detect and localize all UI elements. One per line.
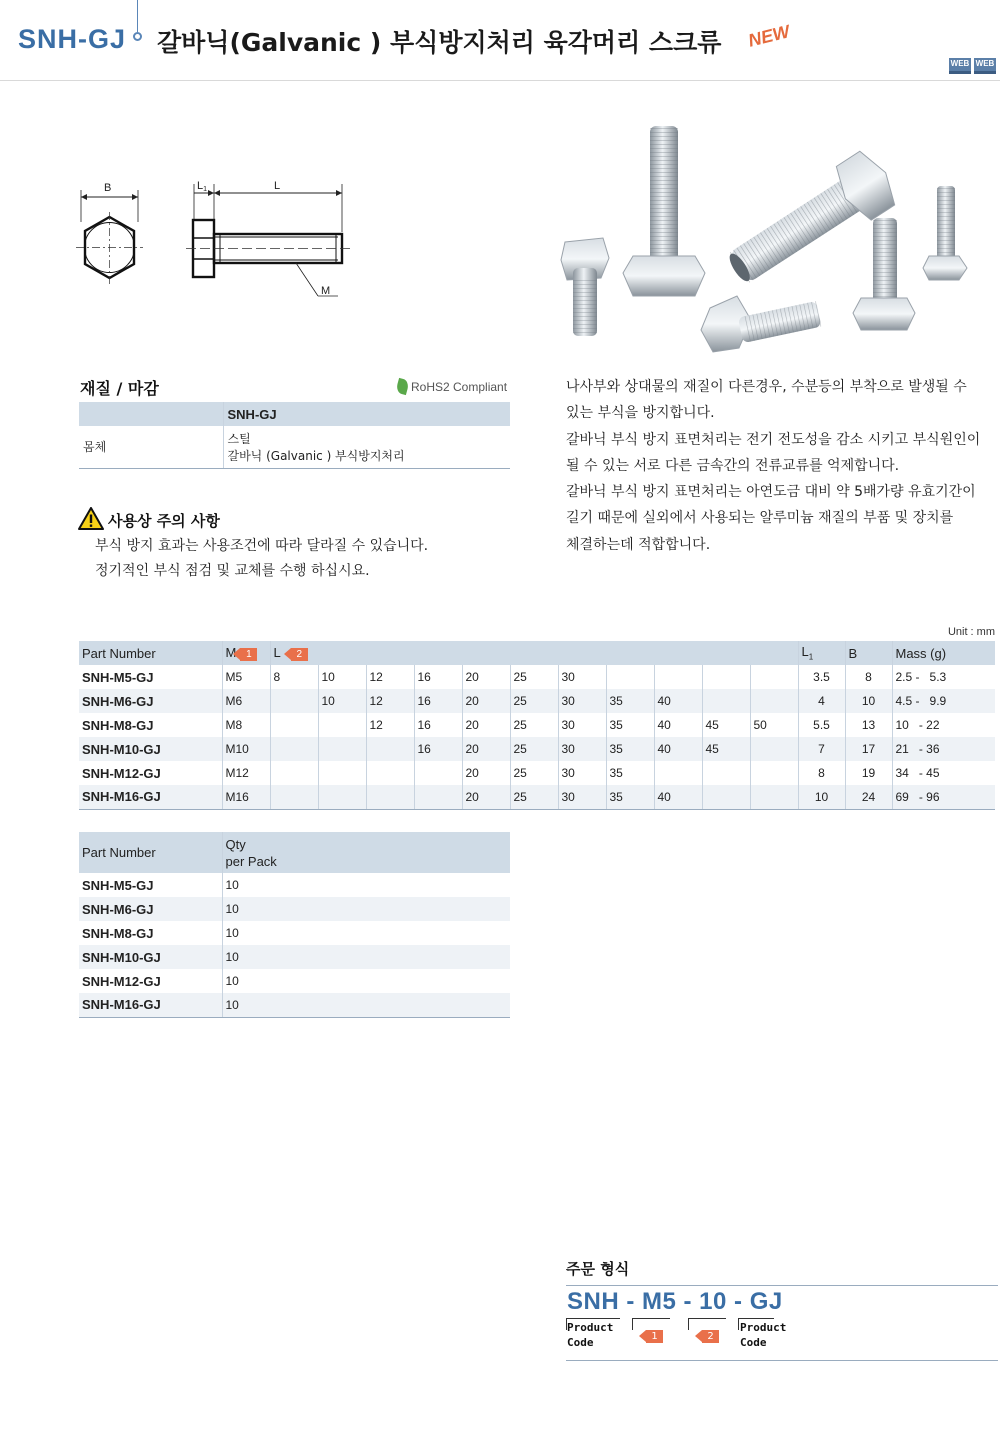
web-badges bbox=[949, 58, 996, 74]
table-row bbox=[79, 897, 510, 921]
table-row bbox=[79, 873, 510, 897]
length-cell: 25 bbox=[510, 761, 558, 785]
length-cell: 25 bbox=[510, 785, 558, 809]
table-row bbox=[79, 785, 995, 809]
qty-header-part: Part Number bbox=[79, 832, 222, 873]
length-cell: 40 bbox=[654, 785, 702, 809]
order-rule bbox=[566, 1285, 998, 1286]
m-cell: M12 bbox=[222, 761, 270, 785]
label-l: L bbox=[274, 180, 281, 192]
qty-cell: 10 bbox=[225, 974, 239, 988]
product-description bbox=[566, 374, 991, 558]
b-cell: 10 bbox=[845, 689, 892, 713]
length-cell bbox=[702, 665, 750, 689]
table-row bbox=[79, 426, 510, 468]
b-cell: 19 bbox=[845, 761, 892, 785]
length-cell bbox=[318, 785, 366, 809]
part-number-cell: SNH-M6-GJ bbox=[79, 897, 222, 921]
mass-cell: 34 - 45 bbox=[895, 766, 940, 780]
spec-table bbox=[79, 641, 995, 810]
b-cell: 8 bbox=[845, 665, 892, 689]
part-number-cell: SNH-M8-GJ bbox=[79, 713, 222, 737]
part-number-cell: SNH-M10-GJ bbox=[79, 737, 222, 761]
m-cell: M10 bbox=[222, 737, 270, 761]
l1-cell: 5.5 bbox=[798, 713, 845, 737]
length-cell: 45 bbox=[702, 713, 750, 737]
order-rule-bottom bbox=[566, 1360, 998, 1361]
legend-line: Product bbox=[567, 1321, 614, 1334]
length-cell: 40 bbox=[654, 689, 702, 713]
length-cell bbox=[366, 761, 414, 785]
material-line: 스틸 bbox=[227, 431, 251, 446]
qty-cell: 10 bbox=[222, 897, 510, 921]
spec-header-part: Part Number bbox=[79, 641, 222, 665]
table-row bbox=[79, 993, 510, 1017]
length-cell bbox=[318, 737, 366, 761]
description-line: 길기 때문에 실외에서 사용되는 알루미늄 재질의 부품 및 장치를 bbox=[566, 510, 954, 527]
warning-icon bbox=[78, 507, 104, 530]
length-cell: 25 bbox=[510, 689, 558, 713]
qty-cell: 10 bbox=[225, 878, 239, 892]
spec-header-m-label: M bbox=[225, 645, 237, 661]
order-format-title: 주문 형식 bbox=[566, 1260, 630, 1278]
part-number-cell: SNH-M10-GJ bbox=[79, 945, 222, 969]
table-row bbox=[79, 737, 995, 761]
length-cell bbox=[702, 689, 750, 713]
header-rule bbox=[0, 80, 1000, 81]
mass-cell: 21 - 36 bbox=[892, 737, 995, 761]
caution-title: 사용상 주의 사항 bbox=[108, 512, 220, 530]
length-cell: 35 bbox=[606, 737, 654, 761]
qty-table bbox=[79, 832, 510, 1018]
mass-cell: 2.5 - 5.3 bbox=[895, 670, 947, 684]
length-cell: 20 bbox=[462, 737, 510, 761]
table-row bbox=[79, 689, 995, 713]
length-cell: 12 bbox=[366, 713, 414, 737]
length-cell bbox=[750, 785, 798, 809]
m-cell: M8 bbox=[222, 713, 270, 737]
length-cell: 25 bbox=[510, 713, 558, 737]
header-divider-dot bbox=[133, 32, 142, 41]
length-cell: 25 bbox=[510, 737, 558, 761]
m-tag-icon: 1 bbox=[240, 648, 257, 661]
part-number-cell: SNH-M8-GJ bbox=[79, 921, 222, 945]
table-row bbox=[79, 713, 995, 737]
product-photo bbox=[555, 108, 990, 358]
b-cell: 13 bbox=[845, 713, 892, 737]
spec-header-m bbox=[222, 641, 270, 665]
mass-cell: 69 - 96 bbox=[892, 785, 995, 809]
length-cell bbox=[270, 713, 318, 737]
length-cell: 35 bbox=[606, 689, 654, 713]
qty-cell: 10 bbox=[225, 926, 239, 940]
legend-tag-2-icon: 2 bbox=[702, 1330, 719, 1343]
length-cell: 10 bbox=[318, 689, 366, 713]
table-row bbox=[79, 969, 510, 993]
m-cell: M5 bbox=[222, 665, 270, 689]
length-cell bbox=[750, 737, 798, 761]
label-b: B bbox=[104, 182, 112, 194]
mass-cell: 10 - 22 bbox=[895, 718, 940, 732]
materials-table bbox=[79, 402, 510, 469]
description-line: 갈바닉 부식 방지 표면처리는 전기 전도성을 감소 시키고 부식원인이 bbox=[566, 431, 981, 448]
length-cell bbox=[270, 785, 318, 809]
m-cell: M6 bbox=[222, 689, 270, 713]
length-cell: 20 bbox=[462, 665, 510, 689]
length-cell: 30 bbox=[558, 665, 606, 689]
qty-header-line: Qty bbox=[225, 836, 246, 852]
length-cell: 35 bbox=[606, 761, 654, 785]
l1-cell: 4 bbox=[798, 689, 845, 713]
length-cell: 20 bbox=[462, 689, 510, 713]
spec-header-l1: $L_1$ bbox=[798, 641, 845, 665]
materials-row-label: 몸체 bbox=[79, 426, 223, 468]
l-tag-icon: 2 bbox=[291, 648, 308, 661]
legend-line: Code bbox=[567, 1336, 594, 1349]
materials-header-code: SNH-GJ bbox=[223, 402, 510, 426]
materials-title: 재질 / 마감 bbox=[80, 379, 159, 398]
length-cell: 20 bbox=[462, 785, 510, 809]
length-cell: 16 bbox=[414, 689, 462, 713]
page-title: 갈바닉(Galvanic ) 부식방지처리 육각머리 스크류 bbox=[157, 28, 722, 57]
qty-header-line: per Pack bbox=[225, 853, 277, 869]
rohs-badge bbox=[397, 379, 507, 394]
length-cell: 16 bbox=[414, 737, 462, 761]
part-number-cell: SNH-M6-GJ bbox=[79, 689, 222, 713]
l1-cell: 3.5 bbox=[798, 665, 845, 689]
materials-header-blank bbox=[79, 402, 223, 426]
length-cell: 35 bbox=[606, 785, 654, 809]
legend-line: Code bbox=[740, 1336, 767, 1349]
caution-line: 부식 방지 효과는 사용조건에 따라 달라질 수 있습니다. bbox=[95, 538, 429, 554]
length-cell bbox=[270, 761, 318, 785]
product-code-title: SNH-GJ bbox=[18, 24, 127, 54]
legend-bracket bbox=[688, 1318, 726, 1330]
finish-line: 갈바닉 (Galvanic ) 부식방지처리 bbox=[227, 448, 405, 463]
length-cell: 12 bbox=[366, 665, 414, 689]
length-cell bbox=[702, 761, 750, 785]
l1-cell: 10 bbox=[798, 785, 845, 809]
table-row bbox=[79, 665, 995, 689]
technical-drawing bbox=[70, 172, 360, 307]
description-line: 있는 부식을 방지합니다. bbox=[566, 405, 715, 422]
label-m: M bbox=[321, 285, 331, 297]
length-cell: 50 bbox=[750, 713, 798, 737]
length-cell: 16 bbox=[414, 665, 462, 689]
new-badge: NEW bbox=[746, 21, 792, 51]
legend-tag-1-icon: 1 bbox=[646, 1330, 663, 1343]
length-cell bbox=[270, 689, 318, 713]
length-cell bbox=[366, 785, 414, 809]
length-cell bbox=[366, 737, 414, 761]
label-l1: L1 bbox=[197, 180, 208, 193]
table-row bbox=[79, 921, 510, 945]
legend-line: Product bbox=[740, 1321, 787, 1334]
part-number-cell: SNH-M5-GJ bbox=[79, 873, 222, 897]
description-line: 갈바닉 부식 방지 표면처리는 아연도금 대비 약 5배가량 유효기간이 bbox=[566, 484, 976, 501]
part-number-cell: SNH-M16-GJ bbox=[79, 993, 222, 1017]
length-cell: 35 bbox=[606, 713, 654, 737]
rohs-label: RoHS2 Compliant bbox=[411, 379, 508, 394]
length-cell bbox=[750, 761, 798, 785]
description-line: 나사부와 상대물의 재질이 다른경우, 수분등의 부착으로 발생될 수 bbox=[566, 379, 967, 395]
length-cell bbox=[414, 785, 462, 809]
leaf-icon bbox=[395, 378, 410, 395]
materials-row-value bbox=[223, 426, 510, 468]
length-cell: 30 bbox=[558, 761, 606, 785]
unit-label: Unit : mm bbox=[947, 626, 995, 638]
length-cell bbox=[654, 761, 702, 785]
length-cell: 40 bbox=[654, 713, 702, 737]
m-cell: M16 bbox=[222, 785, 270, 809]
length-cell bbox=[606, 665, 654, 689]
spec-header-b: B bbox=[845, 641, 892, 665]
b-cell: 17 bbox=[845, 737, 892, 761]
l1-cell: 7 bbox=[798, 737, 845, 761]
qty-cell: 10 bbox=[222, 993, 510, 1017]
table-row bbox=[79, 761, 995, 785]
length-cell: 20 bbox=[462, 761, 510, 785]
b-cell: 24 bbox=[845, 785, 892, 809]
part-number-cell: SNH-M12-GJ bbox=[79, 761, 222, 785]
part-number-cell: SNH-M5-GJ bbox=[79, 665, 222, 689]
header-divider-line bbox=[137, 0, 138, 32]
length-cell bbox=[318, 761, 366, 785]
legend-product-code-2 bbox=[740, 1320, 786, 1350]
spec-header-mass: Mass (g) bbox=[892, 641, 995, 665]
length-cell bbox=[654, 665, 702, 689]
legend-bracket bbox=[632, 1318, 670, 1330]
description-line: 될 수 있는 서로 다른 금속간의 전류교류를 억제합니다. bbox=[566, 457, 900, 474]
web-badge[interactable]: WEB bbox=[974, 58, 996, 74]
length-cell: 8 bbox=[270, 665, 318, 689]
qty-cell: 10 bbox=[222, 945, 510, 969]
web-badge[interactable]: WEB bbox=[949, 58, 971, 74]
caution-text bbox=[95, 534, 428, 584]
spec-header-l bbox=[270, 641, 798, 665]
qty-header-qty bbox=[222, 832, 510, 873]
length-cell bbox=[702, 785, 750, 809]
table-row bbox=[79, 945, 510, 969]
part-number-cell: SNH-M12-GJ bbox=[79, 969, 222, 993]
length-cell: 12 bbox=[366, 689, 414, 713]
caution-line: 정기적인 부식 점검 및 교체를 수행 하십시요. bbox=[95, 563, 370, 579]
legend-product-code-1 bbox=[567, 1320, 613, 1350]
length-cell bbox=[750, 665, 798, 689]
length-cell: 20 bbox=[462, 713, 510, 737]
order-code-example: SNH - M5 - 10 - GJ bbox=[567, 1288, 783, 1315]
description-line: 체결하는데 적합합니다. bbox=[566, 536, 711, 553]
mass-cell: 4.5 - 9.9 bbox=[892, 689, 995, 713]
length-cell: 30 bbox=[558, 785, 606, 809]
length-cell bbox=[414, 761, 462, 785]
length-cell bbox=[270, 737, 318, 761]
length-cell bbox=[318, 713, 366, 737]
l1-cell: 8 bbox=[798, 761, 845, 785]
length-cell: 25 bbox=[510, 665, 558, 689]
length-cell: 40 bbox=[654, 737, 702, 761]
spec-header-l-label: L bbox=[273, 645, 281, 661]
length-cell: 30 bbox=[558, 737, 606, 761]
length-cell: 30 bbox=[558, 713, 606, 737]
length-cell: 10 bbox=[318, 665, 366, 689]
length-cell: 30 bbox=[558, 689, 606, 713]
length-cell: 45 bbox=[702, 737, 750, 761]
length-cell bbox=[750, 689, 798, 713]
length-cell: 16 bbox=[414, 713, 462, 737]
part-number-cell: SNH-M16-GJ bbox=[79, 785, 222, 809]
